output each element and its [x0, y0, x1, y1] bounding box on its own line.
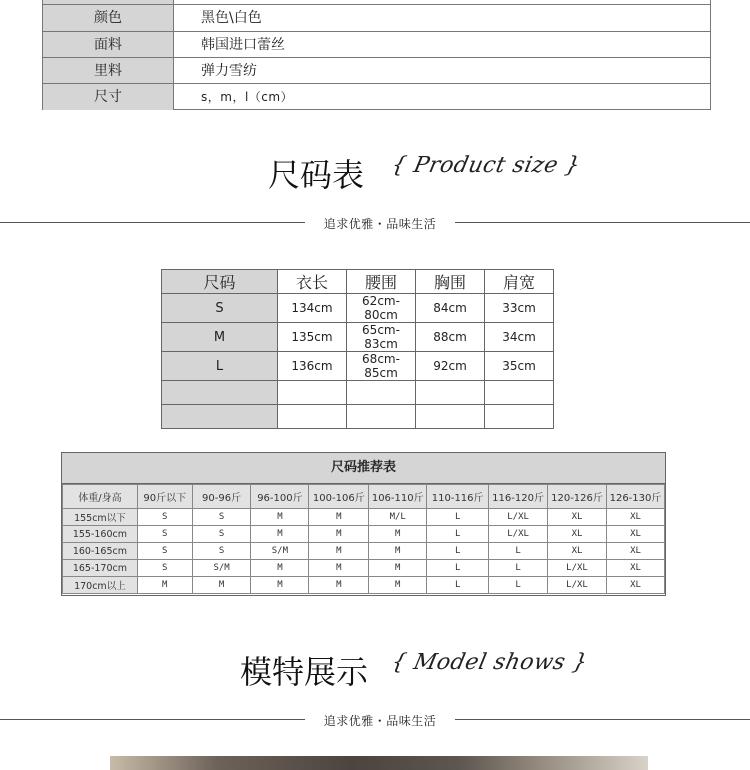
recommendation-row	[63, 560, 665, 577]
spec-row-color	[43, 4, 710, 31]
size-table-row-empty	[162, 405, 554, 429]
recommendation-cell: S/M	[192, 560, 251, 577]
size-cell: 88cm	[416, 323, 485, 352]
size-table-row-empty	[162, 381, 554, 405]
size-header-cell: 尺码	[162, 270, 278, 294]
size-cell: M	[162, 323, 278, 352]
recommendation-cell: 155cm以下	[63, 509, 138, 526]
spec-label: 尺寸	[43, 84, 174, 110]
size-header-cell: 腰围	[347, 270, 416, 294]
size-cell: 65cm-83cm	[347, 323, 416, 352]
recommendation-row	[63, 543, 665, 560]
spec-row-lining	[43, 57, 710, 84]
size-cell	[162, 405, 278, 429]
size-cell	[347, 381, 416, 405]
spec-label: 面料	[43, 32, 174, 58]
recommendation-cell: L	[427, 543, 489, 560]
size-cell: L	[162, 352, 278, 381]
recommendation-cell: M	[251, 560, 309, 577]
divider-line-right	[455, 222, 750, 223]
recommendation-header-cell: 100-106斤	[309, 485, 369, 509]
recommendation-cell: S	[137, 543, 192, 560]
recommendation-cell: S	[137, 509, 192, 526]
recommendation-cell: L	[427, 526, 489, 543]
recommendation-cell: M	[251, 509, 309, 526]
recommendation-row	[63, 526, 665, 543]
size-cell: 136cm	[278, 352, 347, 381]
recommendation-cell: M	[192, 577, 251, 594]
recommendation-header-row	[63, 485, 665, 509]
recommendation-table-title: 尺码推荐表	[62, 453, 665, 484]
spec-value: s，m，l（cm）	[201, 90, 294, 104]
recommendation-header-cell: 90-96斤	[192, 485, 251, 509]
recommendation-cell: 160-165cm	[63, 543, 138, 560]
size-cell: 34cm	[485, 323, 554, 352]
size-section-title: 尺码表	[268, 156, 365, 194]
recommendation-cell: L	[489, 560, 548, 577]
divider-line-right	[455, 719, 750, 720]
size-cell	[162, 381, 278, 405]
recommendation-header-cell: 120-126斤	[548, 485, 607, 509]
size-recommendation-table	[61, 452, 666, 596]
recommendation-cell: M	[369, 543, 427, 560]
size-section-script: { Product size }	[389, 153, 583, 178]
recommendation-cell: XL	[606, 526, 664, 543]
recommendation-cell: XL	[548, 509, 607, 526]
recommendation-header-cell: 106-110斤	[369, 485, 427, 509]
size-section-tagline: 追求优雅・品味生活	[323, 217, 437, 231]
size-header-cell: 胸围	[416, 270, 485, 294]
recommendation-grid	[62, 484, 665, 594]
spec-label: 里料	[43, 58, 174, 84]
recommendation-cell: M	[309, 526, 369, 543]
size-cell: 35cm	[485, 352, 554, 381]
recommendation-cell: L/XL	[489, 509, 548, 526]
recommendation-header-cell: 110-116斤	[427, 485, 489, 509]
recommendation-cell: L	[427, 577, 489, 594]
size-cell: S	[162, 294, 278, 323]
recommendation-cell: L/XL	[548, 560, 607, 577]
size-cell	[416, 405, 485, 429]
divider-line-left	[0, 222, 305, 223]
recommendation-header-cell: 90斤以下	[137, 485, 192, 509]
recommendation-cell: L	[489, 543, 548, 560]
size-cell	[278, 381, 347, 405]
recommendation-cell: S	[192, 526, 251, 543]
recommendation-cell: S	[137, 526, 192, 543]
size-cell: 68cm-85cm	[347, 352, 416, 381]
divider-line-left	[0, 719, 305, 720]
recommendation-cell: M	[369, 526, 427, 543]
size-cell: 135cm	[278, 323, 347, 352]
recommendation-cell: L	[489, 577, 548, 594]
recommendation-cell: XL	[606, 509, 664, 526]
model-section-script: { Model shows }	[389, 650, 590, 675]
recommendation-cell: XL	[606, 543, 664, 560]
size-table-header	[162, 270, 554, 294]
recommendation-cell: M	[251, 526, 309, 543]
size-cell	[347, 405, 416, 429]
recommendation-cell: 170cm以上	[63, 577, 138, 594]
model-photo	[110, 756, 648, 770]
size-header-cell: 衣长	[278, 270, 347, 294]
recommendation-cell: M	[309, 577, 369, 594]
recommendation-cell: M	[309, 560, 369, 577]
recommendation-header-cell: 126-130斤	[606, 485, 664, 509]
size-cell	[485, 405, 554, 429]
recommendation-cell: S	[192, 509, 251, 526]
size-table-row	[162, 323, 554, 352]
spec-row-fabric	[43, 31, 710, 58]
recommendation-cell: M	[309, 509, 369, 526]
spec-value: 弹力雪纺	[201, 63, 257, 79]
size-table-row	[162, 352, 554, 381]
product-spec-table	[42, 0, 711, 110]
recommendation-cell: M	[137, 577, 192, 594]
recommendation-cell: L	[427, 509, 489, 526]
size-cell	[416, 381, 485, 405]
size-chart-table	[161, 269, 554, 429]
size-cell	[485, 381, 554, 405]
recommendation-cell: 155-160cm	[63, 526, 138, 543]
recommendation-cell: M	[369, 560, 427, 577]
recommendation-header-cell: 体重/身高	[63, 485, 138, 509]
recommendation-cell: XL	[606, 560, 664, 577]
recommendation-cell: S	[192, 543, 251, 560]
model-section-title: 模特展示	[240, 653, 369, 691]
size-header-cell: 肩宽	[485, 270, 554, 294]
size-cell: 84cm	[416, 294, 485, 323]
size-cell	[278, 405, 347, 429]
recommendation-cell: M	[251, 577, 309, 594]
size-cell: 33cm	[485, 294, 554, 323]
recommendation-cell: 165-170cm	[63, 560, 138, 577]
size-cell: 134cm	[278, 294, 347, 323]
recommendation-cell: S	[137, 560, 192, 577]
size-cell: 92cm	[416, 352, 485, 381]
recommendation-cell: S/M	[251, 543, 309, 560]
spec-label: 颜色	[43, 5, 174, 31]
spec-value: 韩国进口蕾丝	[201, 37, 285, 53]
recommendation-cell: XL	[548, 543, 607, 560]
recommendation-cell: M/L	[369, 509, 427, 526]
recommendation-row	[63, 509, 665, 526]
recommendation-cell: M	[309, 543, 369, 560]
recommendation-cell: L/XL	[548, 577, 607, 594]
recommendation-cell: L	[427, 560, 489, 577]
spec-row-size	[43, 83, 710, 110]
spec-value: 黑色\白色	[201, 10, 262, 26]
recommendation-cell: M	[369, 577, 427, 594]
size-table-row	[162, 294, 554, 323]
recommendation-cell: XL	[606, 577, 664, 594]
recommendation-header-cell: 96-100斤	[251, 485, 309, 509]
recommendation-header-cell: 116-120斤	[489, 485, 548, 509]
recommendation-row	[63, 577, 665, 594]
model-section-tagline: 追求优雅・品味生活	[323, 714, 437, 728]
size-cell: 62cm-80cm	[347, 294, 416, 323]
recommendation-cell: XL	[548, 526, 607, 543]
recommendation-cell: L/XL	[489, 526, 548, 543]
